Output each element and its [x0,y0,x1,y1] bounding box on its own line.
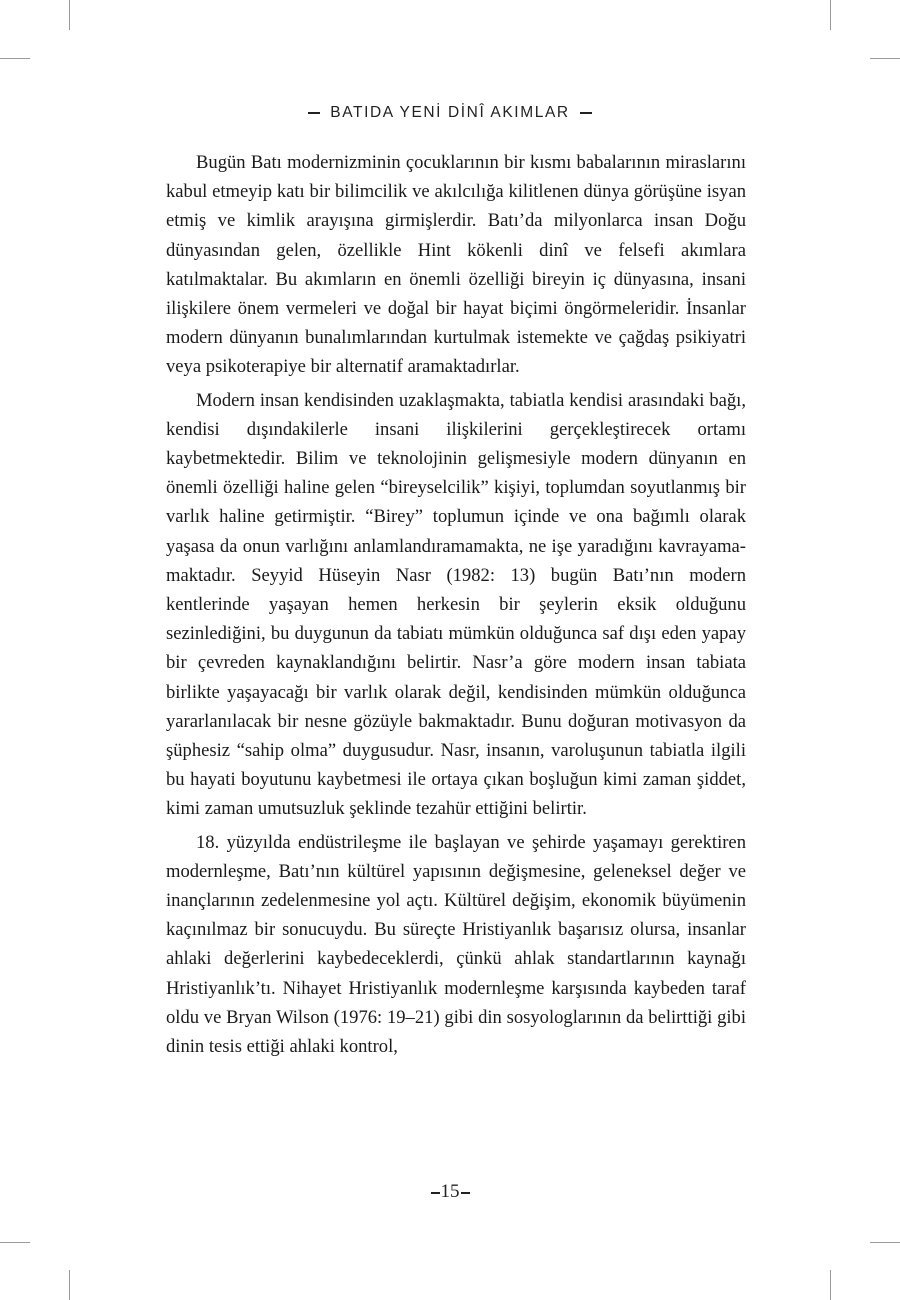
page-number-value: 15 [440,1181,460,1202]
running-head [0,104,900,122]
page-number-dash-right [461,1192,470,1194]
page-number [0,1181,900,1203]
body-text [166,148,746,1065]
paragraph-1: Bugün Batı modernizminin çocuklarının bir kısmı babalarının miraslarını kabul etmeyip katı bir bilimcilik ve akılcılığa kilitlenen dünya görüşüne isyan etmiş ve kimlik arayışına girmişlerdir. Batı’da milyonlarca insan Doğu dünyasından gelen, özellikle Hint kökenli dinî ve felsefi akımlara katılmaktalar. Bu akımların en önemli özelliği bireyin iç dünyasına, insani ilişkilere önem vermeleri ve doğal bir hayat biçimi öngörmeleridir. İnsanlar modern dünyanın bunalımlarından kurtulmak istemekte ve çağdaş psikiyatri veya psikoterapiye bir alternatif aramaktadırlar. [166,152,746,378]
crop-mark-top-right [830,0,831,30]
crop-mark-bottom-left [69,1270,70,1300]
running-head-dash-right [580,112,592,114]
crop-mark-top-left [69,0,70,30]
page-number-dash-left [431,1192,440,1194]
paragraph-2: Modern insan kendisinden uzaklaşmakta, tabiatla kendisi arasındaki bağı, kendisi dışındakilerle insani ilişkilerini gerçekleştirecek ortamı kaybetmektedir. Bilim ve teknolojinin gelişmesiyle modern dünyanın en önemli özelliği haline gelen “bireyselcilik” kişiyi, toplumdan soyutlanmış bir varlık haline getirmiştir. “Birey” toplumun içinde ve ona bağımlı olarak yaşasa da onun varlığını anlamlandıramamakta, ne işe yaradığını kavrayamamaktadır. Seyyid Hüseyin Nasr (1982: 13) bugün Batı’nın modern kentlerinde yaşayan hemen herkesin bir şeylerin eksik olduğunu sezinlediğini, bu duygunun da tabiatı mümkün olduğunca saf dışı eden yapay bir çevreden kaynaklandığını belirtir. Nasr’a göre modern insan tabiata birlikte yaşayacağı bir varlık olarak değil, kendisinden mümkün olduğunca yararlanılacak bir nesne gözüyle bakmaktadır. Bunu doğuran motivasyon da şüphesiz “sahip olma” duygusudur. Nasr, insanın, varoluşunun tabiatla ilgili bu hayati boyutunu kaybetmesi ile ortaya çıkan boşluğun kimi zaman şiddet, kimi zaman umutsuzluk şeklinde tezahür ettiğini belirtir. [166,389,746,820]
crop-mark-left-lower [0,1242,30,1243]
crop-mark-left-upper [0,58,30,59]
crop-mark-right-upper [870,58,900,59]
running-head-dash-left [308,112,320,114]
running-head-title: BATIDA YENİ DİNÎ AKIMLAR [330,104,570,121]
crop-mark-right-lower [870,1242,900,1243]
crop-mark-bottom-right [830,1270,831,1300]
paragraph-3: 18. yüzyılda endüstrileşme ile başlayan ve şehirde yaşamayı gerektiren modernleşme, Batı’nın kültürel yapısının değişmesine, geleneksel değer ve inançlarının zedelenmesine yol açtı. Kültürel değişim, ekonomik büyümenin kaçınılmaz bir sonucuydu. Bu süreçte Hristiyanlık başarısız olursa, insanlar ahlaki değerlerini kaybedeceklerdi, çünkü ahlak standartlarının kaynağı Hristiyanlık’tı. Nihayet Hristiyanlık modernleşme karşısında kaybeden taraf oldu ve Bryan Wilson (1976: 19–21) gibi din sosyologlarının da belirttiği gibi dinin tesis ettiği ahlaki kontrol, [166,831,746,1058]
